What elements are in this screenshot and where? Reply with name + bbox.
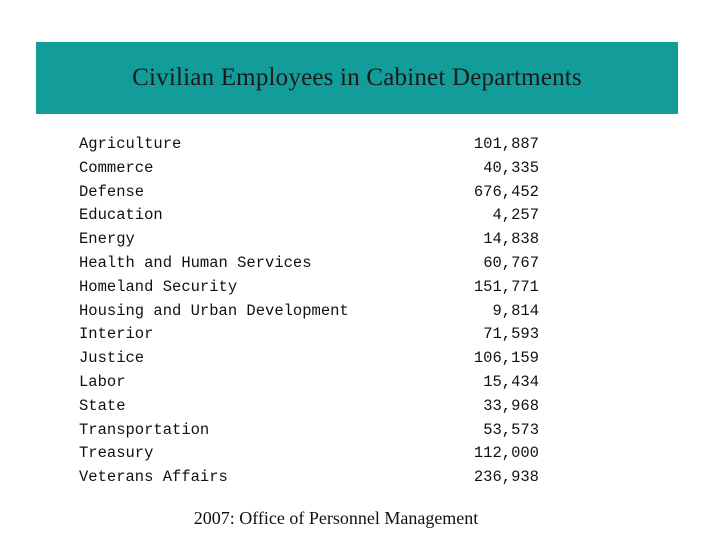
table-row (79, 419, 539, 443)
employee-count: 9,814 (492, 301, 539, 320)
table-row (79, 300, 539, 324)
department-name: Treasury (79, 444, 154, 463)
table-row (79, 133, 539, 157)
employee-count: 53,573 (483, 420, 539, 439)
table-row (79, 347, 539, 371)
employee-count: 40,335 (483, 158, 539, 177)
employee-count: 151,771 (473, 277, 539, 296)
employee-count: 101,887 (473, 135, 539, 153)
table-row (79, 157, 539, 181)
department-name: Homeland Security (79, 277, 238, 296)
table-row (79, 442, 539, 466)
department-name: Justice (79, 349, 145, 368)
table-row (79, 276, 539, 300)
slide-title: Civilian Employees in Cabinet Departments (132, 64, 582, 91)
table-row (79, 181, 539, 205)
table-row (79, 371, 539, 395)
table-row (79, 204, 539, 228)
source-caption: 2007: Office of Personnel Management (193, 508, 479, 528)
department-name: Health and Human Services (79, 253, 312, 272)
employee-count: 676,452 (473, 182, 539, 201)
department-name: Defense (79, 182, 145, 201)
department-name: Energy (79, 230, 135, 249)
employee-count: 33,968 (483, 396, 539, 415)
table-row (79, 323, 539, 347)
employee-count: 14,838 (483, 230, 539, 249)
department-name: Labor (79, 372, 126, 391)
department-name: State (79, 396, 126, 415)
department-name: Commerce (79, 158, 154, 177)
department-table (79, 133, 539, 490)
department-name: Education (79, 206, 163, 225)
table-row (79, 228, 539, 252)
table-row (79, 252, 539, 276)
department-name: Transportation (79, 420, 210, 439)
employee-count: 112,000 (473, 444, 539, 463)
employee-count: 71,593 (483, 325, 539, 344)
title-bar (36, 42, 678, 114)
employee-count: 236,938 (473, 468, 539, 487)
employee-count: 15,434 (483, 372, 539, 391)
department-name: Agriculture (79, 135, 182, 153)
table-row (79, 395, 539, 419)
employee-count: 60,767 (483, 253, 539, 272)
table-row (79, 466, 539, 490)
employee-count: 4,257 (492, 206, 539, 225)
department-name: Housing and Urban Development (79, 301, 349, 320)
department-name: Veterans Affairs (79, 468, 228, 487)
employee-count: 106,159 (473, 349, 539, 368)
department-name: Interior (79, 325, 154, 344)
